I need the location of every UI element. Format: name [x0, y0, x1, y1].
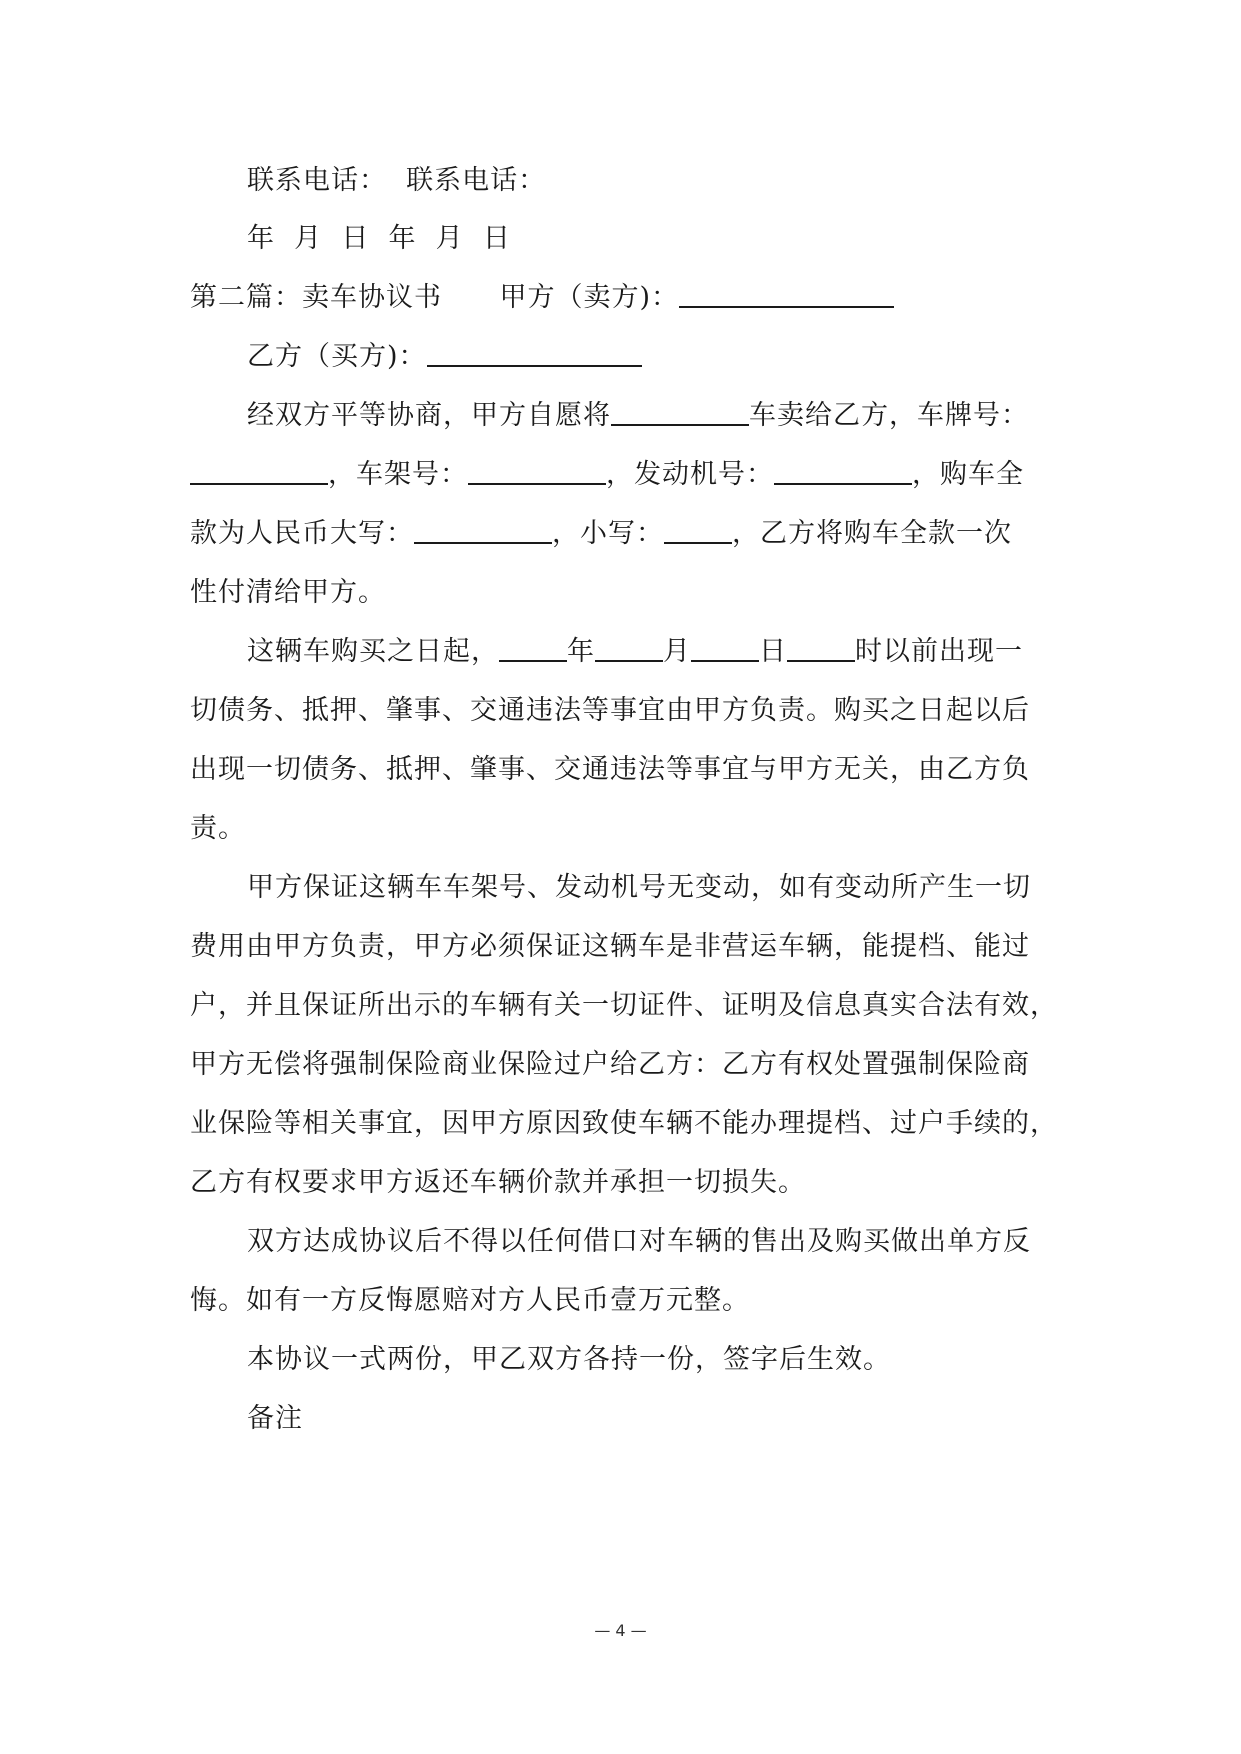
- contact-label-a: 联系电话：: [247, 165, 387, 196]
- remark-label: 备注: [247, 1403, 303, 1434]
- p1-text: ，乙方将购车全款一次: [732, 518, 1012, 549]
- amount-digits-blank[interactable]: [664, 516, 732, 544]
- p1-text: 款为人民币大写：: [190, 518, 414, 549]
- party-b-blank[interactable]: [427, 339, 642, 367]
- amount-words-blank[interactable]: [414, 516, 552, 544]
- month-label: 月: [663, 636, 691, 667]
- p2-line-1: [247, 632, 1117, 672]
- p1-line-4: 性付清给甲方。: [190, 577, 386, 608]
- frame-number-blank[interactable]: [468, 457, 606, 485]
- party-b-label: 乙方（买方)：: [247, 341, 427, 372]
- p1-text: ，车架号：: [328, 459, 468, 490]
- party-b-line: [247, 337, 1117, 377]
- p3-line-4: 甲方无偿将强制保险商业保险过户给乙方：乙方有权处置强制保险商: [190, 1049, 1030, 1080]
- plate-number-blank[interactable]: [190, 457, 328, 485]
- p3-line-2: 费用由甲方负责，甲方必须保证这辆车是非营运车辆，能提档、能过: [190, 931, 1030, 962]
- p2-text: 这辆车购买之日起，: [247, 636, 499, 667]
- day-blank[interactable]: [691, 634, 759, 662]
- p4-line-2: 悔。如有一方反悔愿赔对方人民币壹万元整。: [190, 1285, 750, 1316]
- party-a-blank[interactable]: [679, 280, 894, 308]
- car-model-blank[interactable]: [611, 398, 749, 426]
- date-line: 年 月 日 年 月 日: [247, 223, 511, 254]
- contact-label-b: 联系电话：: [406, 165, 547, 196]
- p3-line-5: 业保险等相关事宜，因甲方原因致使车辆不能办理提档、过户手续的，: [190, 1108, 1058, 1139]
- title-line: [190, 278, 1060, 318]
- day-label: 日: [759, 636, 787, 667]
- p1-text: ，购车全: [912, 459, 1024, 490]
- p1-text: ，发动机号：: [606, 459, 774, 490]
- page-number: — 4 —: [594, 1621, 647, 1640]
- p1-line-2: [190, 455, 1060, 495]
- p5-line: 本协议一式两份，甲乙双方各持一份，签字后生效。: [247, 1344, 891, 1375]
- p1-line-3: [190, 514, 1060, 554]
- p3-line-3: 户，并且保证所出示的车辆有关一切证件、证明及信息真实合法有效，: [190, 990, 1058, 1021]
- p3-line-1: 甲方保证这辆车车架号、发动机号无变动，如有变动所产生一切: [247, 872, 1031, 903]
- p2-line-2: 切债务、抵押、肇事、交通违法等事宜由甲方负责。购买之日起以后: [190, 695, 1030, 726]
- p1-line-1: [247, 396, 1117, 436]
- p1-text: 车卖给乙方，车牌号：: [749, 400, 1029, 431]
- month-blank[interactable]: [595, 634, 663, 662]
- contact-line: [247, 161, 1117, 201]
- hour-blank[interactable]: [787, 634, 855, 662]
- engine-number-blank[interactable]: [774, 457, 912, 485]
- p4-line-1: 双方达成协议后不得以任何借口对车辆的售出及购买做出单方反: [247, 1226, 1031, 1257]
- party-a-label: 甲方（卖方)：: [499, 282, 680, 313]
- p2-line-4: 责。: [190, 813, 246, 844]
- p1-text: ，小写：: [552, 518, 664, 549]
- p3-line-6: 乙方有权要求甲方返还车辆价款并承担一切损失。: [190, 1167, 806, 1198]
- p2-text: 时以前出现一: [855, 636, 1023, 667]
- p2-line-3: 出现一切债务、抵押、肇事、交通违法等事宜与甲方无关，由乙方负: [190, 754, 1030, 785]
- year-blank[interactable]: [499, 634, 567, 662]
- p1-text: 经双方平等协商，甲方自愿将: [247, 400, 611, 431]
- section-title: 第二篇：卖车协议书: [190, 282, 442, 313]
- year-label: 年: [567, 636, 595, 667]
